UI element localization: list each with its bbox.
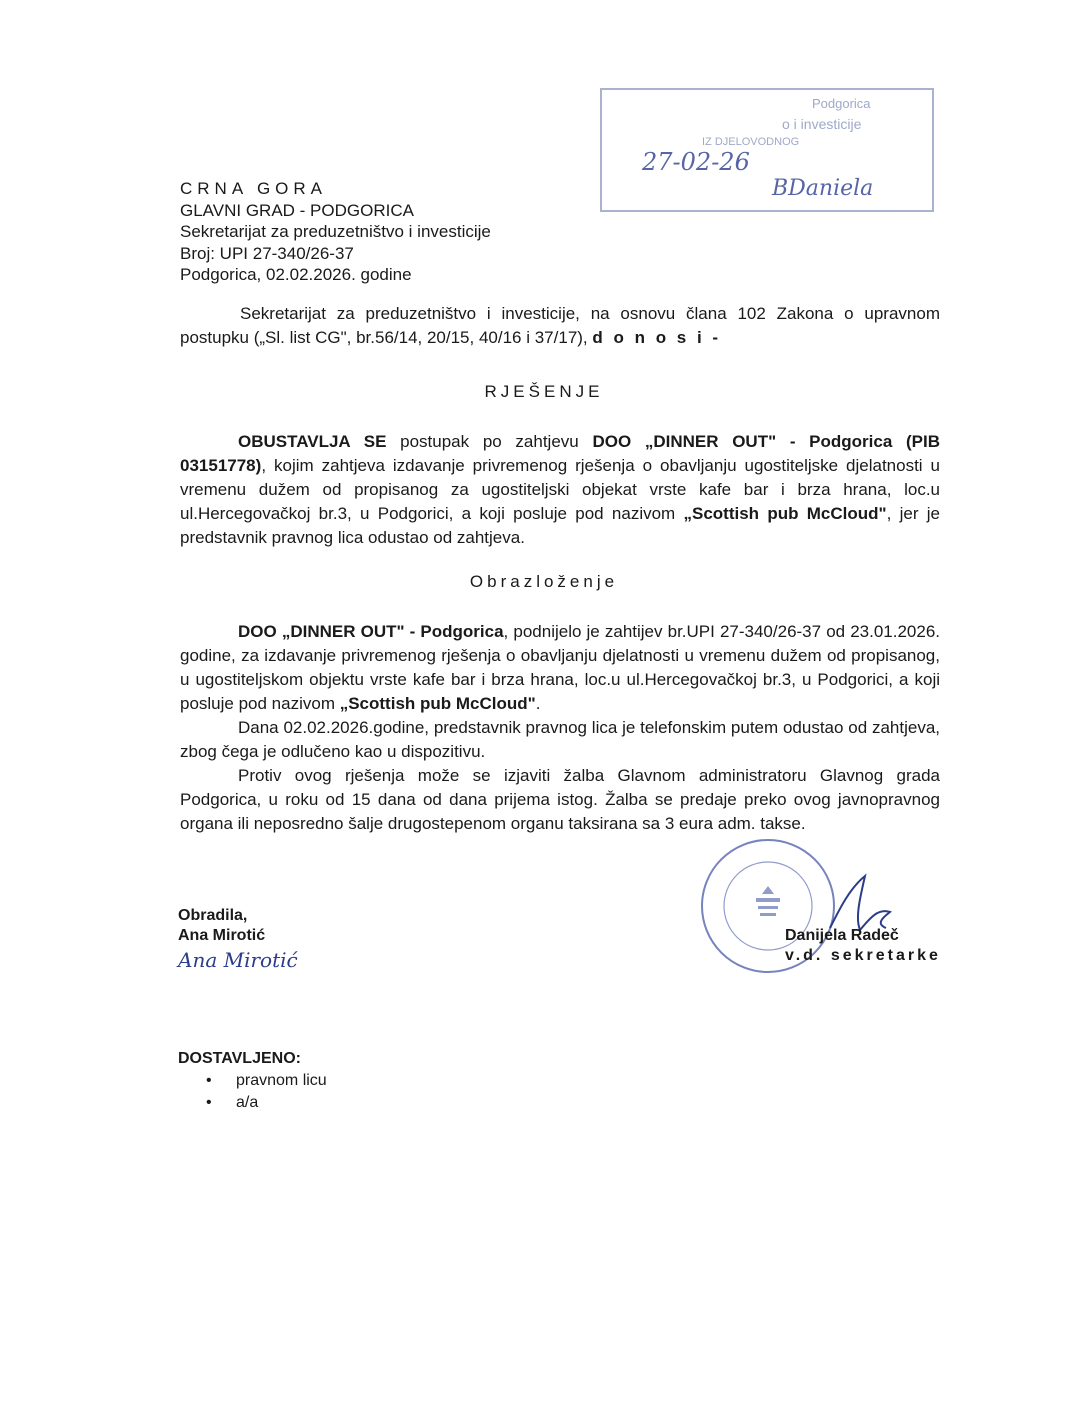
official-name: Danijela Radeč bbox=[785, 927, 899, 944]
stamp-date: 27-02-26 bbox=[642, 148, 750, 176]
stamp-line-2: o i investicije bbox=[782, 116, 862, 132]
reasoning-paragraph-1 bbox=[180, 620, 940, 716]
header-number: Broj: UPI 27-340/26-37 bbox=[180, 243, 354, 263]
header-city: GLAVNI GRAD - PODGORICA bbox=[180, 200, 414, 220]
prepared-name: Ana Mirotić bbox=[178, 927, 266, 944]
delivered-list bbox=[178, 1070, 327, 1114]
delivered-item: • pravnom licu bbox=[178, 1070, 327, 1092]
official-role: v.d. sekretarke bbox=[785, 947, 941, 964]
document-header bbox=[180, 178, 491, 286]
decision-title: RJEŠENJE bbox=[484, 382, 604, 401]
decision-venue: „Scottish pub McCloud" bbox=[683, 504, 887, 523]
prepared-handwritten-signature: Ana Mirotić bbox=[178, 948, 298, 972]
decision-text-2: , kojim zahtjeva izdavanje privremenog rješenja o obavljanju ugostiteljske djelatnosti u vremenu dužem od propisanog za ugostiteljski objekat vrste kafe bar i brza hrana, loc.u ul.Hercegovačkoj br.3, u Podgorici, a koji posluje pod nazivom bbox=[180, 456, 940, 523]
reasoning-end-1: . bbox=[535, 694, 541, 713]
stamp-signature: BDaniela bbox=[772, 176, 874, 201]
stamp-line-3: IZ DJELOVODNOG bbox=[702, 136, 800, 148]
official-block bbox=[785, 926, 941, 966]
intro-paragraph bbox=[180, 302, 940, 350]
intro-keyword: d o n o s i - bbox=[592, 328, 722, 347]
delivered-block bbox=[178, 1048, 327, 1114]
header-place-date: Podgorica, 02.02.2026. godine bbox=[180, 265, 412, 284]
reasoning-body bbox=[180, 620, 940, 836]
decision-lead: OBUSTAVLJA SE bbox=[238, 432, 387, 451]
decision-text-1: postupak po zahtjevu bbox=[386, 432, 593, 451]
header-country: CRNA GORA bbox=[180, 179, 328, 198]
prepared-label: Obradila, bbox=[178, 907, 248, 924]
decision-text-3: , jer je predstavnik pravnog lica odustao od zahtjeva. bbox=[180, 504, 940, 547]
prepared-by-block bbox=[178, 906, 298, 970]
header-secretariat: Sekretarijat za preduzetništvo i investicije bbox=[180, 222, 491, 241]
reasoning-text-1: , podnijelo je zahtijev br.UPI 27-340/26-37 od 23.01.2026. godine, za izdavanje privremenog rješenja o obavljanju djelatnosti u vremenu dužem od propisanog, u ugostiteljskom objektu vrste kafe bar i brza hrana, loc.u ul.Hercegovačkoj br.3, u Podgorici, a koji posluje pod nazivom bbox=[180, 622, 941, 713]
received-stamp bbox=[600, 88, 934, 212]
delivered-item: • a/a bbox=[178, 1092, 327, 1114]
reasoning-paragraph-3: Protiv ovog rješenja može se izjaviti žalba Glavnom administratoru Glavnog grada Podgorica, u roku od 15 dana od dana prijema istog. Žalba se predaje preko ovog javnopravnog organa ili neposredno šalje drugostepenom organu taksirana sa 3 eura adm. takse. bbox=[180, 766, 940, 833]
decision-company: DOO „DINNER OUT" - Podgorica (PIB 03151778) bbox=[180, 432, 940, 475]
stamp-line-1: Podgorica bbox=[812, 96, 871, 111]
decision-paragraph bbox=[180, 430, 940, 550]
intro-text: Sekretarijat za preduzetništvo i investicije, na osnovu člana 102 Zakona o upravnom postupku („Sl. list CG", br.56/14, 20/15, 40/16 i 37/17), bbox=[180, 304, 940, 347]
reasoning-venue: „Scottish pub McCloud" bbox=[339, 694, 536, 713]
reasoning-company: DOO „DINNER OUT" - Podgorica bbox=[238, 622, 504, 641]
reasoning-paragraph-2: Dana 02.02.2026.godine, predstavnik pravnog lica je telefonskim putem odustao od zahtjeva, zbog čega je odlučeno kao u dispozitivu. bbox=[180, 718, 940, 761]
reasoning-title: Obrazloženje bbox=[469, 572, 619, 591]
delivered-title: DOSTAVLJENO: bbox=[178, 1050, 301, 1067]
